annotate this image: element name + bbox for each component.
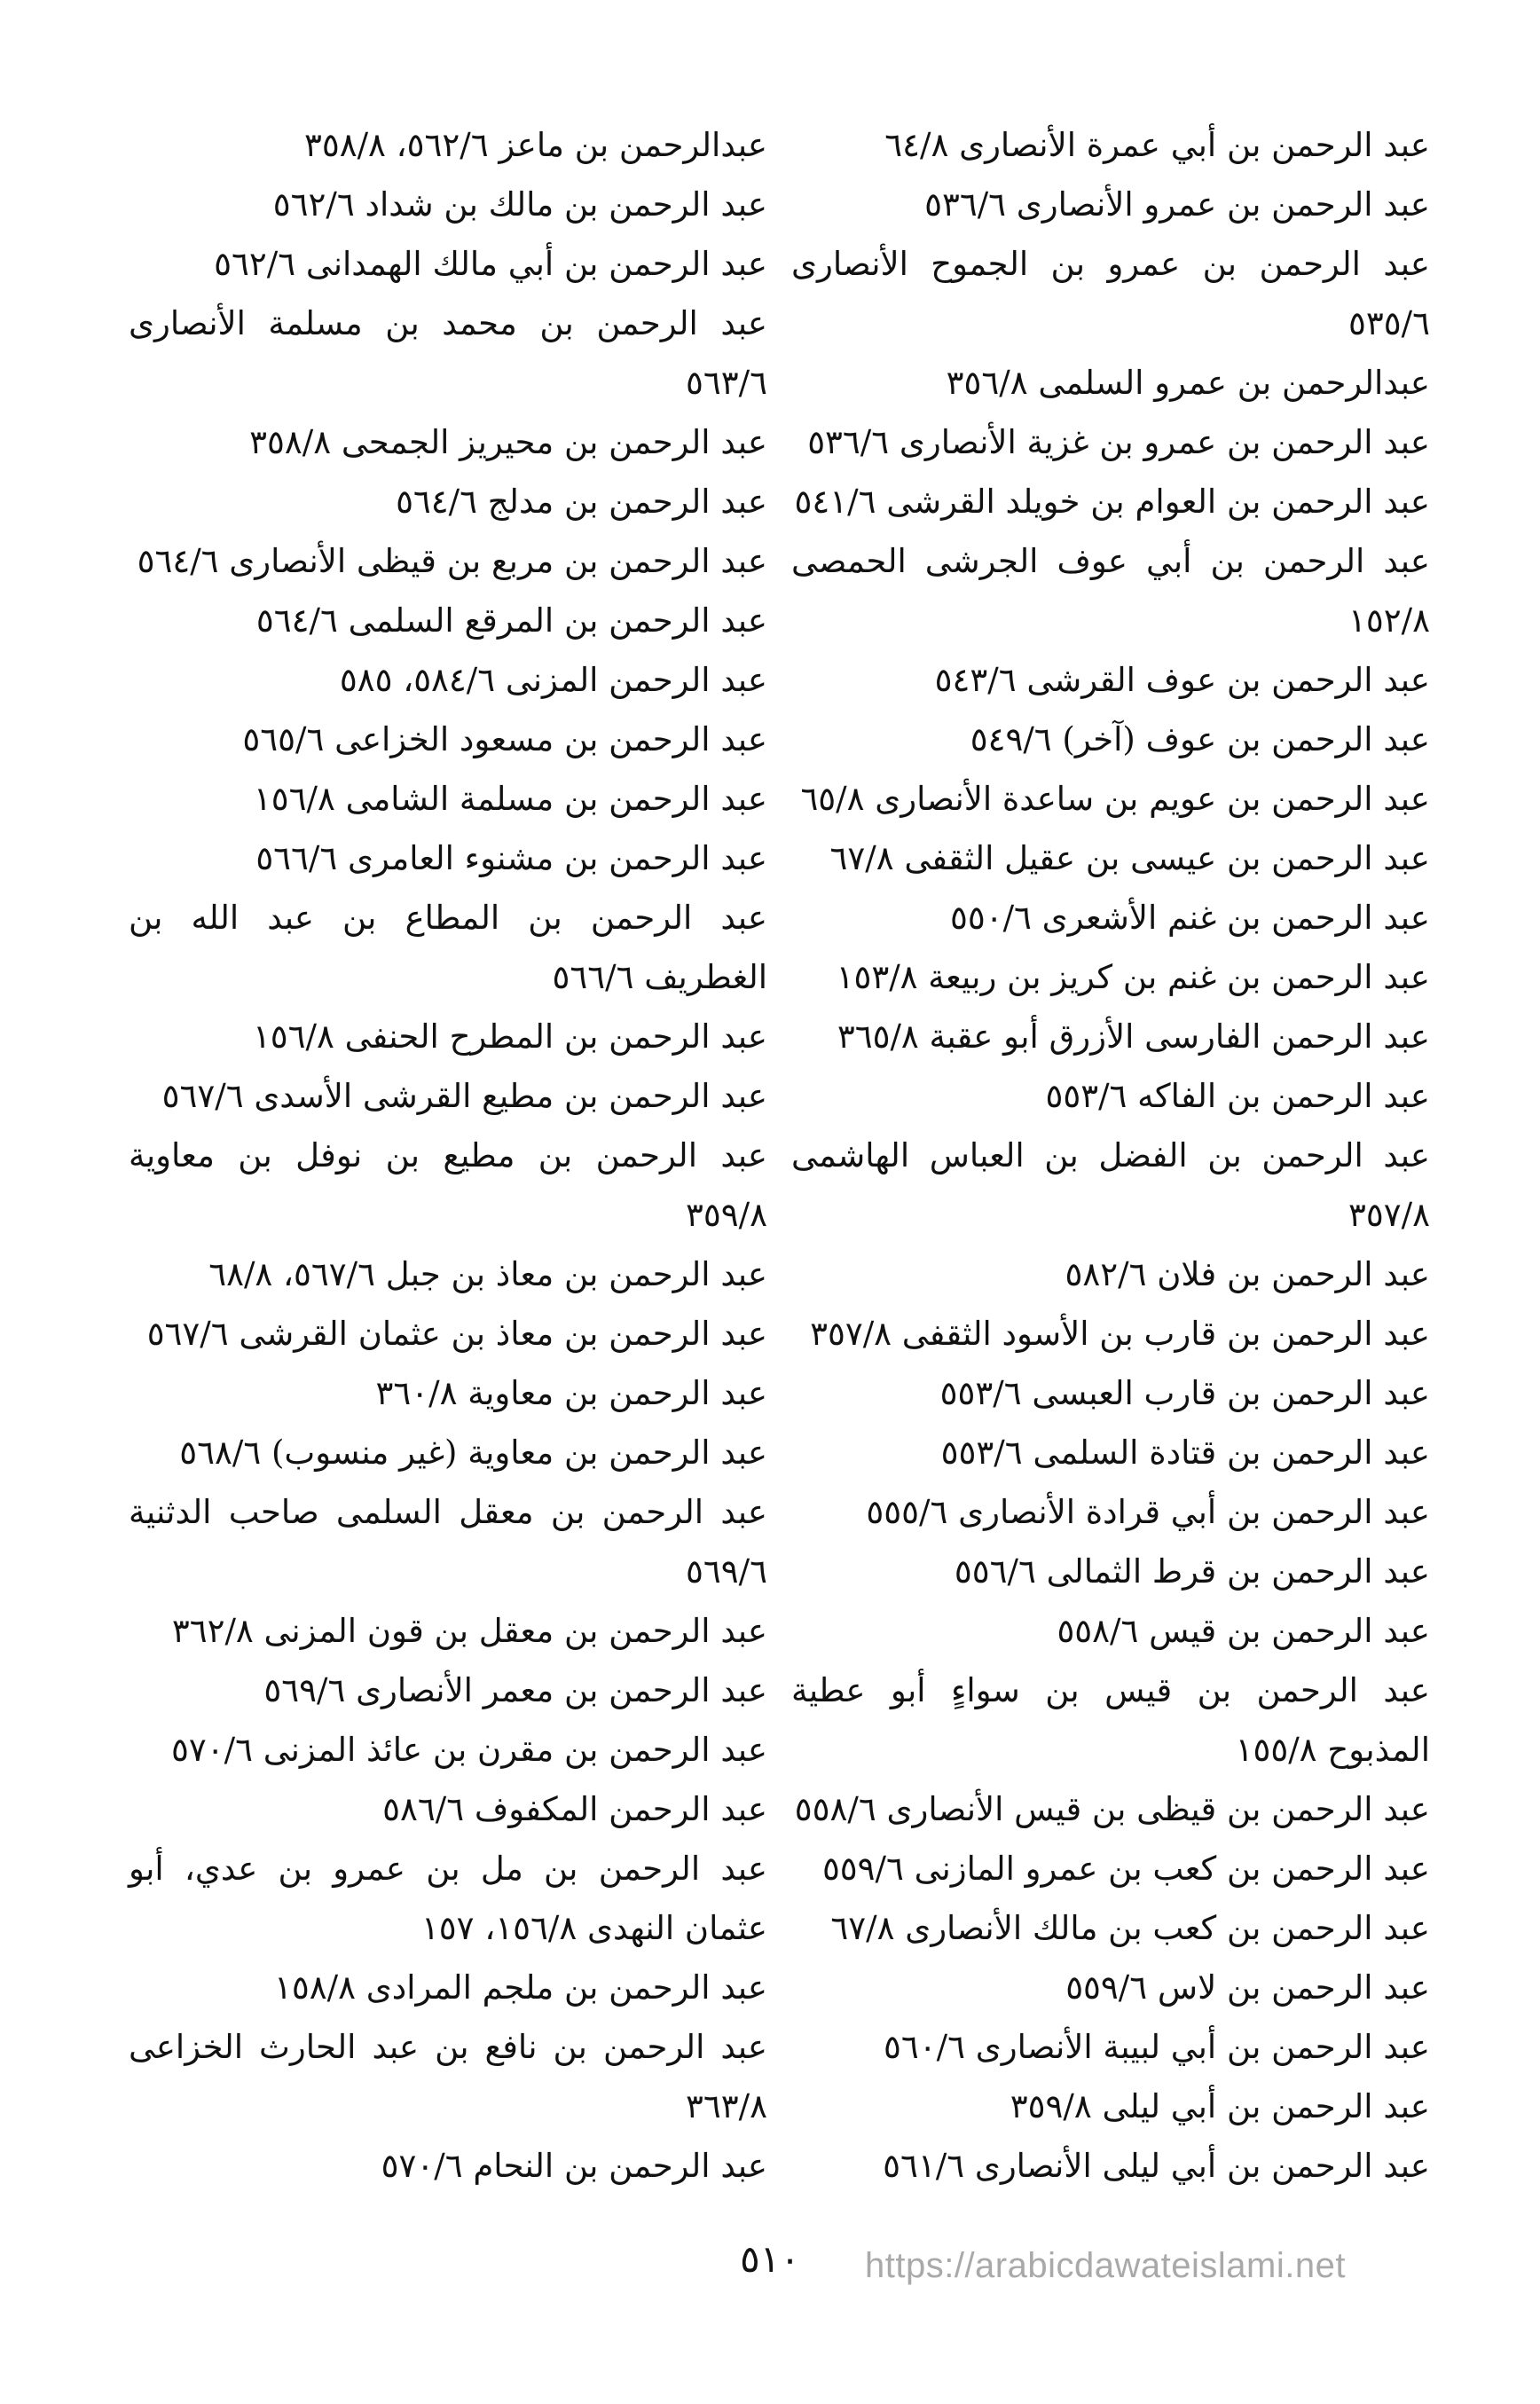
index-entry: عبد الرحمن بن المطاع بن عبد الله بن الغطريف ٥٦٦/٦: [129, 899, 767, 996]
index-entry: عبد الرحمن بن غنم بن كريز بن ربيعة ١٥٣/٨: [836, 958, 1430, 996]
index-entry: عبد الرحمن بن مل بن عمرو بن عدي، أبو عثمان النهدى ١٥٦/٨، ١٥٧: [129, 1850, 767, 1947]
index-entry: عبد الرحمن بن الفاكه ٥٥٣/٦: [1045, 1077, 1430, 1115]
index-entry: عبدالرحمن بن عمرو السلمى ٣٥٦/٨: [946, 364, 1430, 402]
index-entry: عبد الرحمن بن قيس ٥٥٨/٦: [1057, 1612, 1430, 1650]
index-entry: عبد الرحمن بن عيسى بن عقيل الثقفى ٦٧/٨: [829, 839, 1430, 877]
index-entry: عبد الرحمن بن عوف (آخر) ٥٤٩/٦: [970, 720, 1430, 758]
index-entry: عبد الرحمن المكفوف ٥٨٦/٦: [382, 1790, 767, 1828]
index-entry: عبد الرحمن بن مسعود الخزاعى ٥٦٥/٦: [242, 720, 767, 758]
index-entry: عبد الرحمن بن أبي عوف الجرشى الحمصى ١٥٢/٨: [791, 542, 1430, 640]
index-entry: عبد الرحمن بن عمرو الأنصارى ٥٣٦/٦: [924, 185, 1430, 224]
index-entry: عبد الرحمن بن مطيع بن نوفل بن معاوية ٣٥٩/٨: [129, 1136, 767, 1234]
index-entry: عبد الرحمن بن معاوية (غير منسوب) ٥٦٨/٦: [179, 1434, 767, 1472]
index-entry: عبد الرحمن بن عمرو بن غزية الأنصارى ٥٣٦/٦: [807, 423, 1430, 461]
index-entry: عبد الرحمن بن عوف القرشى ٥٤٣/٦: [934, 661, 1430, 699]
index-entry: عبد الرحمن بن المطرح الحنفى ١٥٦/٨: [252, 1017, 767, 1056]
page-number: ٥١٠: [740, 2237, 800, 2281]
index-entry: عبد الرحمن بن معمر الأنصارى ٥٦٩/٦: [263, 1671, 767, 1709]
index-entry: عبد الرحمن بن معقل السلمى صاحب الدثنية ٥٦٩/٦: [129, 1493, 767, 1591]
index-entry: عبد الرحمن بن معاذ بن عثمان القرشى ٥٦٧/٦: [146, 1315, 767, 1353]
index-entry: عبد الرحمن بن العوام بن خويلد القرشى ٥٤١/٦: [794, 483, 1430, 521]
index-entry: عبد الرحمن بن قرط الثمالى ٥٥٦/٦: [954, 1552, 1430, 1591]
index-entry: عبد الرحمن بن لاس ٥٥٩/٦: [1065, 1968, 1430, 2007]
index-entry: عبد الرحمن بن كعب بن مالك الأنصارى ٦٧/٨: [830, 1909, 1430, 1947]
index-entry: عبد الرحمن بن مشنوء العامرى ٥٦٦/٦: [255, 839, 767, 877]
index-entry: عبد الرحمن بن أبي عمرة الأنصارى ٦٤/٨: [884, 126, 1430, 164]
index-entry: عبد الرحمن بن محيريز الجمحى ٣٥٨/٨: [249, 423, 767, 461]
index-entry: عبد الرحمن بن معقل بن قون المزنى ٣٦٢/٨: [171, 1612, 767, 1650]
index-entry: عبد الرحمن بن أبي قرادة الأنصارى ٥٥٥/٦: [866, 1493, 1430, 1531]
index-entry: عبد الرحمن بن مسلمة الشامى ١٥٦/٨: [253, 780, 767, 818]
index-column-right: [791, 115, 1430, 2196]
index-entry: عبد الرحمن المزنى ٥٨٤/٦، ٥٨٥: [339, 661, 767, 699]
index-entry: عبد الرحمن بن النحام ٥٧٠/٦: [381, 2147, 767, 2185]
index-entry: عبد الرحمن بن قارب بن الأسود الثقفى ٣٥٧/٨: [810, 1315, 1430, 1353]
index-entry: عبد الرحمن بن مقرن بن عائذ المزنى ٥٧٠/٦: [171, 1731, 767, 1769]
index-entry: عبد الرحمن بن قيس بن سواءٍ أبو عطية المذبوح ١٥٥/٨: [791, 1671, 1430, 1769]
index-entry: عبد الرحمن الفارسى الأزرق أبو عقبة ٣٦٥/٨: [837, 1017, 1430, 1056]
index-entry: عبد الرحمن بن الفضل بن العباس الهاشمى ٣٥٧/٨: [791, 1136, 1430, 1234]
index-entry: عبد الرحمن بن أبي مالك الهمدانى ٥٦٢/٦: [214, 245, 767, 283]
index-entry: عبد الرحمن بن قتادة السلمى ٥٥٣/٦: [940, 1434, 1430, 1472]
index-entry: عبد الرحمن بن معاوية ٣٦٠/٨: [375, 1374, 767, 1412]
index-entry: عبد الرحمن بن غنم الأشعرى ٥٥٠/٦: [949, 899, 1430, 937]
index-entry: عبد الرحمن بن مدلج ٥٦٤/٦: [396, 483, 767, 521]
index-entry: عبد الرحمن بن أبي ليلى الأنصارى ٥٦١/٦: [883, 2147, 1430, 2185]
index-column-left: [129, 115, 767, 2196]
index-entry: عبد الرحمن بن المرقع السلمى ٥٦٤/٦: [255, 601, 767, 640]
index-entry: عبد الرحمن بن عويم بن ساعدة الأنصارى ٦٥/٨: [800, 780, 1430, 818]
index-entry: عبد الرحمن بن مالك بن شداد ٥٦٢/٦: [272, 185, 767, 224]
index-entry: عبد الرحمن بن قارب العبسى ٥٥٣/٦: [939, 1374, 1430, 1412]
index-entry: عبد الرحمن بن مطيع القرشى الأسدى ٥٦٧/٦: [161, 1077, 767, 1115]
index-entry: عبد الرحمن بن ملجم المرادى ١٥٨/٨: [274, 1968, 767, 2007]
index-entry: عبد الرحمن بن عمرو بن الجموح الأنصارى ٥٣٥/٦: [791, 245, 1430, 342]
index-entry: عبد الرحمن بن كعب بن عمرو المازنى ٥٥٩/٦: [821, 1850, 1430, 1888]
index-entry: عبد الرحمن بن أبي ليلى ٣٥٩/٨: [1010, 2087, 1430, 2125]
index-entry: عبد الرحمن بن أبي لبيبة الأنصارى ٥٦٠/٦: [884, 2028, 1430, 2066]
index-entry: عبد الرحمن بن نافع بن عبد الحارث الخزاعى ٣٦٣/٨: [129, 2028, 767, 2125]
index-entry: عبد الرحمن بن مربع بن قيظى الأنصارى ٥٦٤/٦: [137, 542, 767, 580]
watermark-url[interactable]: https://arabicdawateislami.net: [865, 2246, 1346, 2285]
index-entry: عبدالرحمن بن ماعز ٥٦٢/٦، ٣٥٨/٨: [303, 126, 767, 164]
index-entry: عبد الرحمن بن معاذ بن جبل ٥٦٧/٦، ٦٨/٨: [208, 1255, 767, 1293]
index-entry: عبد الرحمن بن فلان ٥٨٢/٦: [1065, 1255, 1430, 1293]
index-entry: عبد الرحمن بن قيظى بن قيس الأنصارى ٥٥٨/٦: [794, 1790, 1430, 1828]
index-entry: عبد الرحمن بن محمد بن مسلمة الأنصارى ٥٦٣/٦: [129, 304, 767, 402]
